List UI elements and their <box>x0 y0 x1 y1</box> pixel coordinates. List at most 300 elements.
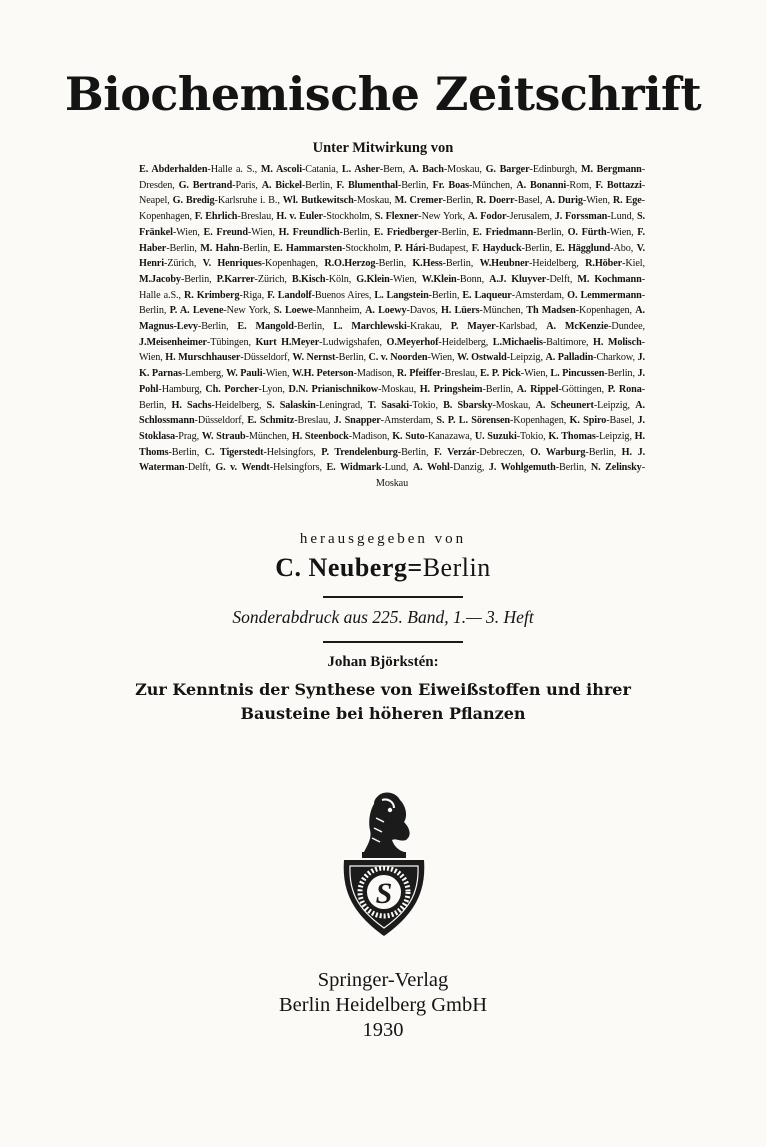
contributor <box>215 462 319 473</box>
contributor-location: -Berlin <box>533 226 562 238</box>
contributor-location: -Wien <box>520 368 546 380</box>
contributor-location: -Berlin <box>166 242 195 254</box>
contributor-location: -Berlin <box>168 446 197 458</box>
contributor <box>409 164 480 175</box>
contributor-name: B. Sbarsky <box>443 399 493 411</box>
contributor <box>472 243 550 254</box>
contributor-location: -Moskau <box>378 383 414 395</box>
contributor-name: B.Kisch <box>291 273 326 285</box>
publisher-block <box>0 968 766 1043</box>
contributor-location: -Moskau <box>375 462 645 490</box>
contributor <box>536 400 628 411</box>
contributor-location: -Stockholm <box>322 211 370 223</box>
contributor-location: -Kopenhagen <box>509 415 564 427</box>
contributor <box>336 180 426 191</box>
contributor <box>546 321 642 332</box>
contributor <box>217 274 285 285</box>
contributor-name: A. Schlossmann <box>139 399 645 427</box>
contributor-location: -Kopenhagen <box>139 195 645 223</box>
contributor-name: P. Rona <box>607 383 642 395</box>
contributor-name: P. Mayer <box>450 321 496 333</box>
contributor-location: -Tübingen <box>206 336 249 348</box>
contributor-name: R.Höber <box>585 258 623 270</box>
contributor-location: -Edinburgh <box>529 164 575 175</box>
offprint-note: Sonderabdruck aus 225. Band, 1.— 3. Heft <box>232 607 534 627</box>
contributor-name: G. Bredig <box>172 195 215 207</box>
contributor-name: A. Loewy <box>365 305 407 317</box>
contributor-name: L. Langstein <box>374 289 429 301</box>
contributor-location: -Amsterdam <box>511 289 562 301</box>
contributor-name: W. Pauli <box>226 368 263 380</box>
contributor-location: -Basel <box>606 415 632 427</box>
contributor-location: -Leningrad <box>315 399 361 411</box>
contributor-name: P. A. Levene <box>169 305 224 317</box>
contributor-location: -Moskau <box>353 195 390 207</box>
contributor-location: -Kanazawa <box>424 430 470 442</box>
contributor-location: -Kopenhagen <box>575 305 630 317</box>
contributor-location: -Bern <box>379 164 403 175</box>
contributor-name: E. Hammarsten <box>273 242 343 254</box>
contributor-location: -Karlsruhe i. B. <box>214 195 278 207</box>
contributor-name: F. Blumenthal <box>336 179 398 191</box>
contributor <box>368 400 436 411</box>
contributor-name: N. Zelinsky <box>590 462 642 474</box>
journal-subtitle: Unter Mitwirkung von <box>312 140 454 156</box>
contributor <box>392 431 469 442</box>
contributor-name: Kurt H.Meyer <box>255 336 320 348</box>
contributor-location: -Lemberg <box>181 368 222 380</box>
contributor-location: -Breslau <box>237 211 272 223</box>
contributor-name: J.Meisenheimer <box>139 336 207 348</box>
contributor-location: -Wien <box>606 226 632 238</box>
contributor-location: -Leipzig <box>595 430 630 442</box>
contributor-name: E. Hägglund <box>555 242 611 254</box>
contributor <box>247 415 328 426</box>
contributor <box>443 400 528 411</box>
contributor-location: -Neapel <box>139 179 645 207</box>
contributor-name: W.H. Peterson <box>292 368 354 380</box>
contributor <box>530 447 613 458</box>
contributor <box>489 274 570 285</box>
contributor-location: -Abo <box>610 242 631 254</box>
contributor-location: -Zürich <box>254 273 285 285</box>
contributor-name: E. Friedmann <box>472 226 534 238</box>
contributor-name: A. Magnus-Levy <box>139 305 645 333</box>
contributor-name: J. Stoklasa <box>139 415 645 442</box>
contributor-location: -Jerusalem <box>506 211 550 223</box>
contributor-location: -Berlin <box>482 383 511 395</box>
contributor-location: -Berlin <box>197 321 227 333</box>
contributor-name: W. Nernst <box>292 352 336 364</box>
contributor <box>493 337 586 348</box>
contributor-location: -Madison <box>348 430 387 442</box>
editor-line: herausgegeben von <box>299 531 467 547</box>
contributor <box>475 431 543 442</box>
contributor-name: R. Pfeiffer <box>396 368 442 380</box>
contributor-location: -Krakau <box>406 321 440 333</box>
contributor-location: -Kopenhagen <box>261 258 316 270</box>
editor <box>0 553 766 583</box>
contributor-name: M. Kochmann <box>577 273 642 285</box>
contributor <box>283 195 389 206</box>
contributor <box>374 227 467 238</box>
editor-separator: = <box>407 553 423 582</box>
contributor-location: -Wien <box>582 195 608 207</box>
contributor-name: H. J. Waterman <box>139 446 646 474</box>
contributor-name: L.Michaelis <box>492 336 543 348</box>
contributor <box>333 321 439 332</box>
contributor-name: A. Palladin <box>545 352 594 364</box>
contributor-location: -Delft <box>184 462 209 474</box>
contributor-name: L. Asher <box>341 164 380 175</box>
contributor-name: F. Ehrlich <box>194 211 238 223</box>
contributor-name: L. Pincussen <box>550 368 605 380</box>
contributor <box>473 227 562 238</box>
contributor <box>548 431 629 442</box>
contributor-location: -Berlin <box>442 258 471 270</box>
contributor-location: -Breslau <box>294 415 328 427</box>
contributor-location: -München <box>468 179 511 191</box>
contributor <box>205 447 313 458</box>
contributor-location: -Wien <box>262 368 287 380</box>
contributor-name: H. Murschhauser <box>165 352 241 364</box>
contributor-name: H. Molisch <box>593 336 642 348</box>
contributor-name: E. Laqueur <box>462 289 512 301</box>
contributor-location: -Berlin <box>442 195 471 207</box>
contributor-location: -Charkow <box>593 352 633 364</box>
contributor-name: M.Jacoby <box>139 273 181 285</box>
contributor-name: A. Durig <box>545 195 583 207</box>
contributor <box>292 274 349 285</box>
contributor-location: -Baltimore <box>542 336 587 348</box>
contributor-name: E. Freund <box>203 226 248 238</box>
article-title-line-1: Zur Kenntnis der Synthese von Eiweißstoffen und ihrer <box>135 680 631 699</box>
contributor-name: A. Rippel <box>516 383 559 395</box>
contributor-name: Fr. Boas <box>432 179 469 191</box>
contributor-location: -Halle a.S. <box>139 273 645 301</box>
contributor-name: S. Loewe <box>273 305 313 317</box>
contributor <box>436 415 563 426</box>
contributor <box>273 243 388 254</box>
contributor-name: R. Krimberg <box>183 289 240 301</box>
contributor-location: -München <box>245 430 287 442</box>
contributor <box>374 290 456 301</box>
knight-head <box>364 793 410 852</box>
contributor-location: -Berlin <box>139 289 645 317</box>
contributor-name: J. Pohl <box>139 368 645 395</box>
contributor <box>139 274 209 285</box>
contributor-location: -Basel <box>514 195 540 207</box>
contributor <box>226 368 287 379</box>
contributor-location: -Amsterdam <box>380 415 431 427</box>
contributor <box>274 305 360 316</box>
contributor <box>184 290 262 301</box>
contributor <box>139 164 255 175</box>
contributor-name: O. Lemmermann <box>567 289 642 301</box>
contributor-location: -Berlin <box>301 179 331 191</box>
contributor-location: -Karlsbad <box>495 321 535 333</box>
contributor-location: -Buenos Aires <box>311 289 369 301</box>
contributor-name: S. Fränkel <box>139 211 645 238</box>
contributor-location: -Kiel <box>622 258 643 270</box>
contributor-location: -Heidelberg <box>528 258 577 270</box>
contributor-name: E. P. Pick <box>479 368 521 380</box>
contributor-name: Th Madsen <box>526 305 576 317</box>
contributor <box>267 400 361 411</box>
contributor-location: -Breslau <box>441 368 475 380</box>
contributor-name: A. McKenzie <box>546 321 609 333</box>
contributor-location: -Berlin <box>438 226 467 238</box>
contributor <box>480 368 545 379</box>
article-author: Johan Björkstén: <box>327 654 439 670</box>
contributor <box>200 243 267 254</box>
contributor <box>420 384 511 395</box>
contributor-location: -Madison <box>353 368 392 380</box>
contributor <box>387 337 486 348</box>
contributor-location: -Berlin <box>239 242 268 254</box>
contributor-location: -Helsingfors <box>263 446 314 458</box>
contributor <box>432 180 510 191</box>
contributor-location: -Dresden <box>139 164 646 191</box>
divider-top <box>323 596 463 598</box>
contributor-location: -Leipzig <box>593 399 628 411</box>
contributor-location: -Berlin <box>604 368 633 380</box>
contributor-location: -Tokio <box>516 430 544 442</box>
contributor-name: O.Meyerhof <box>386 336 439 348</box>
contributor <box>441 305 521 316</box>
contributor <box>516 180 589 191</box>
contributor <box>292 352 363 363</box>
contributor-location: -Halle a. S. <box>207 164 255 175</box>
contributor-location: -Heidelberg <box>438 336 486 348</box>
contributor-name: E. Schmitz <box>247 415 295 427</box>
contributor <box>570 415 632 426</box>
contributor <box>170 305 268 316</box>
contributor-name: F. Hayduck <box>471 242 522 254</box>
contributor-location: -Ludwigshafen <box>319 336 380 348</box>
contributor-location: -Delft <box>546 273 570 285</box>
contributor-location: -Wien <box>172 226 198 238</box>
contributor-name: G. Bertrand <box>178 179 233 191</box>
contributor <box>261 164 336 175</box>
contributor-name: S. Salaskin <box>266 399 316 411</box>
logo-initial: S <box>375 877 393 910</box>
contributor-name: G.Klein <box>356 273 390 285</box>
contributor-location: -Hamburg <box>158 383 200 395</box>
contributor-location: -Düsseldorf <box>194 415 242 427</box>
contributor <box>486 164 575 175</box>
contributor-name: H. Steenbock <box>291 430 349 442</box>
contributor <box>413 462 482 473</box>
contributor <box>288 384 413 395</box>
contributor <box>462 290 561 301</box>
contributor-location: -Bonn <box>456 273 482 285</box>
contributor <box>292 431 387 442</box>
contributor-location: -München <box>479 305 521 317</box>
contributor <box>568 227 632 238</box>
contributor-location: -Lyon <box>258 383 283 395</box>
contributor <box>279 227 368 238</box>
contributor-name: M. Ascoli <box>260 164 302 175</box>
contributor-name: P. Trendelenburg <box>321 446 398 458</box>
contributor <box>365 305 435 316</box>
contributor-name: W.Heubner <box>479 258 529 270</box>
contributor-name: E. Mangold <box>237 321 294 333</box>
contributor <box>326 462 405 473</box>
contributor-name: T. Sasaki <box>367 399 410 411</box>
contributor <box>526 305 629 316</box>
contributor-name: U. Suzuki <box>474 430 517 442</box>
springer-knight-logo-icon <box>338 788 430 940</box>
contributor-name: G. v. Wendt <box>215 462 270 474</box>
contributor <box>434 447 522 458</box>
contributor-name: S. P. L. Sörensen <box>436 415 510 427</box>
contributor-location: -Berlin <box>293 321 322 333</box>
editor-name: C. Neuberg <box>275 553 408 582</box>
contributor-location: -Leipzig <box>506 352 541 364</box>
contributor-name: D.N. Prianischnikow <box>288 383 379 395</box>
contributor <box>555 243 630 254</box>
contributor-name: Wl. Butkewitsch <box>282 195 354 207</box>
contributor-name: L. Marchlewski <box>333 321 407 333</box>
contributor <box>165 352 287 363</box>
contributor-name: W. Straub <box>201 430 246 442</box>
contributor-location: -Rom <box>566 179 589 191</box>
contributor-location: -Berlin <box>339 226 368 238</box>
contributor-name: V. Henri <box>139 242 645 270</box>
contributor-location: -Zürich <box>163 258 194 270</box>
contributor <box>550 368 632 379</box>
contributor <box>356 274 414 285</box>
contributor-location: -Göttingen <box>558 383 602 395</box>
contributor-name: S. Flexner <box>374 211 419 223</box>
contributor <box>202 431 287 442</box>
contributor <box>173 195 278 206</box>
contributor-name: V. Henriques <box>202 258 262 270</box>
contributor-name: A. Bach <box>408 164 444 175</box>
contributor <box>139 337 248 348</box>
contributor-name: R. Doerr <box>476 195 515 207</box>
contributor-location: -Budapest <box>425 242 466 254</box>
contributor <box>375 211 463 222</box>
contributor-location: -Danzig <box>449 462 482 474</box>
contributor-name: H. Sachs <box>171 399 212 411</box>
contributor-location: -Berlin <box>375 258 404 270</box>
contributor-name: H. Thoms <box>139 430 645 458</box>
contributor-location: -Berlin <box>397 179 427 191</box>
contributor-name: J. Forssman <box>554 211 608 223</box>
contributor-location: -Stockholm <box>342 242 389 254</box>
contributor <box>585 258 642 269</box>
contributor <box>342 164 403 175</box>
contributor-location: -Lund <box>607 211 632 223</box>
contributor-name: M. Cremer <box>394 195 443 207</box>
contributor <box>555 211 632 222</box>
contributor-name: J. K. Parnas <box>139 352 645 380</box>
contributor-location: -Berlin <box>555 462 584 474</box>
contributor-location: -Lund <box>381 462 406 474</box>
publisher-name: Springer-Verlag <box>317 969 449 991</box>
divider-bottom <box>323 641 463 643</box>
contributor <box>545 352 632 363</box>
contributor <box>205 384 282 395</box>
contributor-name: W.Klein <box>421 273 457 285</box>
contributor-location: -Berlin <box>521 242 550 254</box>
contributor-name: C. Tigerstedt <box>204 446 264 458</box>
contributor <box>480 258 577 269</box>
contributor <box>397 368 475 379</box>
contributor-location: -Köln <box>325 273 349 285</box>
contributor-name: O. Fürth <box>567 226 607 238</box>
editor-location: Berlin <box>422 553 491 582</box>
contributor-location: -New York <box>418 211 463 223</box>
contributor-location: -Berlin <box>335 352 364 364</box>
contributor-name: A. Fodor <box>467 211 507 223</box>
contributor-location: -Berlin <box>585 446 614 458</box>
contributor <box>267 290 369 301</box>
contributor-name: H. Lüers <box>440 305 480 317</box>
contributor-location: -Berlin <box>139 383 645 411</box>
contributor-location: -Riga <box>239 289 262 301</box>
contributor <box>457 352 540 363</box>
contributor <box>422 274 482 285</box>
contributor <box>255 337 379 348</box>
contributor-location: -Mannheim <box>312 305 360 317</box>
contributor-name: G. Barger <box>485 164 530 175</box>
contributor-name: R. Ege <box>612 195 642 207</box>
contributor <box>394 243 465 254</box>
contributor <box>395 195 471 206</box>
contributor-location: -Moskau <box>443 164 480 175</box>
contributor <box>545 195 607 206</box>
contributor-name: A. Bickel <box>261 179 302 191</box>
contributor <box>179 180 256 191</box>
contributor-name: K.Hess <box>412 258 443 270</box>
contributor-location: -Heidelberg <box>211 399 259 411</box>
article-title <box>0 678 766 726</box>
contributor-name: F. Landolf <box>267 289 312 301</box>
contributor-location: -Berlin <box>180 273 210 285</box>
contributor-location: -Düsseldorf <box>240 352 288 364</box>
contributor <box>468 211 550 222</box>
contributor-name: E. Friedberger <box>373 226 439 238</box>
contributor-name: H. Pringsheim <box>419 383 483 395</box>
article-title-line-2: Bausteine bei höheren Pflanzen <box>240 704 526 723</box>
contributor-location: -Berlin <box>428 289 457 301</box>
contributor-name: A. Scheunert <box>535 399 594 411</box>
contributor <box>451 321 535 332</box>
contributor-name: M. Bergmann <box>580 164 642 175</box>
publication-year: 1930 <box>362 1019 404 1041</box>
contributor-location: -Wien <box>427 352 452 364</box>
contributor <box>476 195 540 206</box>
contributor-location: -Wien <box>389 273 415 285</box>
contributor <box>321 447 426 458</box>
contributor <box>517 384 602 395</box>
contributor <box>237 321 322 332</box>
contributor <box>203 258 316 269</box>
contributor-location: -Debreczen <box>476 446 523 458</box>
contributor-location: -Catania <box>302 164 336 175</box>
contributor-name: H. Freundlich <box>278 226 340 238</box>
contributor-name: F. Verzár <box>434 446 477 458</box>
contributor-name: J. Snapper <box>333 415 381 427</box>
journal-title: Biochemische Zeitschrift <box>64 67 702 121</box>
contributor <box>412 258 470 269</box>
publisher-city: Berlin Heidelberg GmbH <box>279 994 487 1016</box>
contributor-name: F. Bottazzi <box>595 179 642 191</box>
contributor-name: Ch. Porcher <box>205 383 259 395</box>
